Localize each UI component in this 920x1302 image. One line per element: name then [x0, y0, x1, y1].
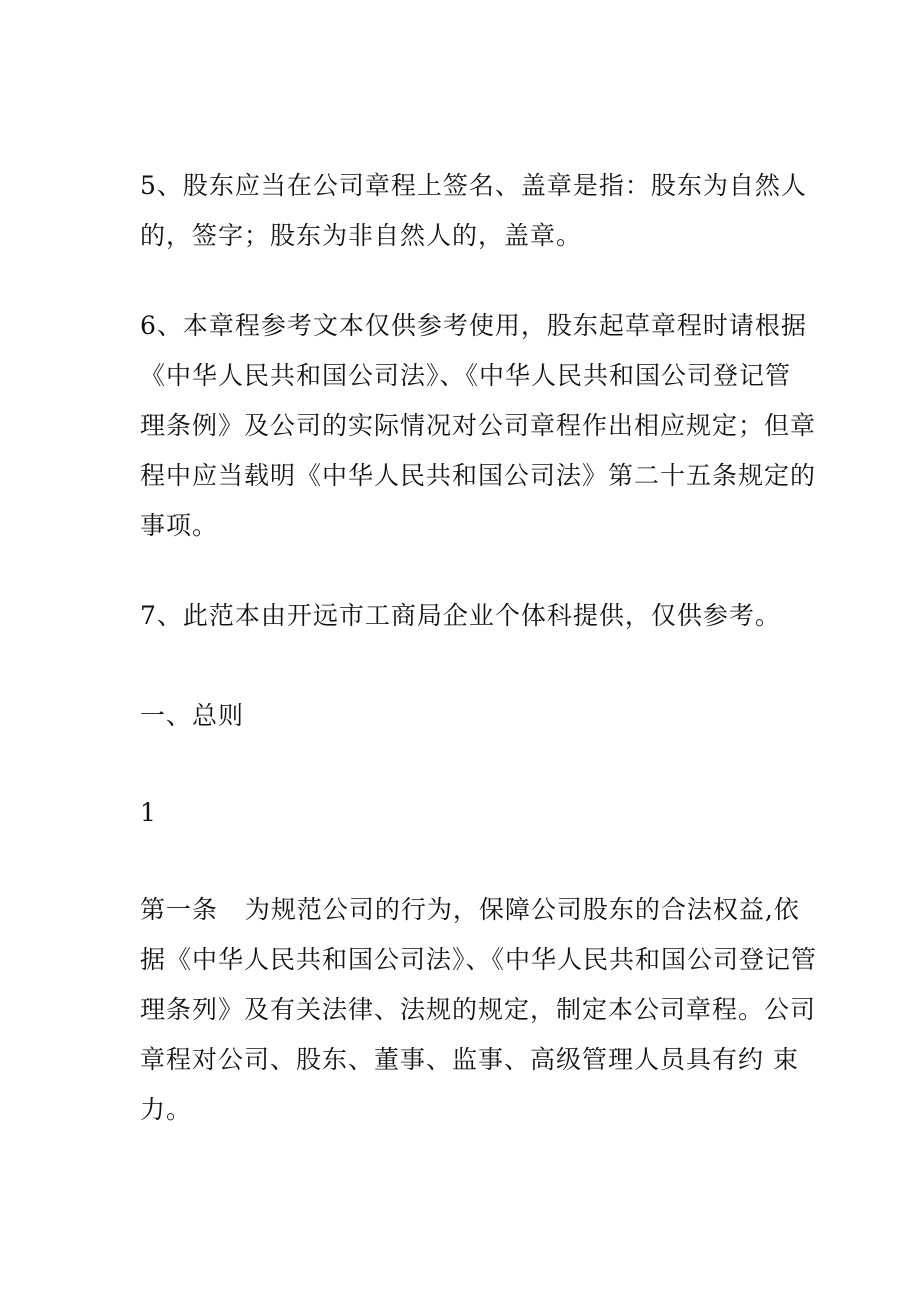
article-1-line-1: 第一条 为规范公司的行为，保障公司股东的合法权益,依: [140, 895, 800, 924]
article-1-line-3: 理条列》及有关法律、法规的规定，制定本公司章程。公司: [140, 995, 817, 1024]
article-1-line-2: 据《中华人民共和国公司法》、《中华人民共和国公司登记管: [140, 945, 818, 974]
note-6-line-3: 理条例》及公司的实际情况对公司章程作出相应规定；但章: [140, 411, 817, 440]
article-1-line-5: 力。: [140, 1095, 193, 1124]
note-7-line-1: 7、此范本由开远市工商局企业个体科提供，仅供参考。: [140, 601, 781, 630]
section-heading: 一、总则: [140, 701, 245, 730]
note-6-line-4: 程中应当载明《中华人民共和国公司法》第二十五条规定的: [140, 461, 817, 490]
note-5-line-1: 5、股东应当在公司章程上签名、盖章是指：股东为自然人: [140, 171, 807, 200]
note-5-line-2: 的，签字；股东为非自然人的，盖章。: [140, 221, 583, 250]
note-6-line-2: 《中华人民共和国公司法》、《中华人民共和国公司登记管: [140, 361, 792, 390]
page-number: 1: [140, 798, 157, 827]
article-1-line-4: 章程对公司、股东、董事、监事、高级管理人员具有约 束: [140, 1045, 799, 1074]
note-6-line-5: 事项。: [140, 511, 219, 540]
note-6-line-1: 6、本章程参考文本仅供参考使用，股东起草章程时请根据: [140, 311, 807, 340]
